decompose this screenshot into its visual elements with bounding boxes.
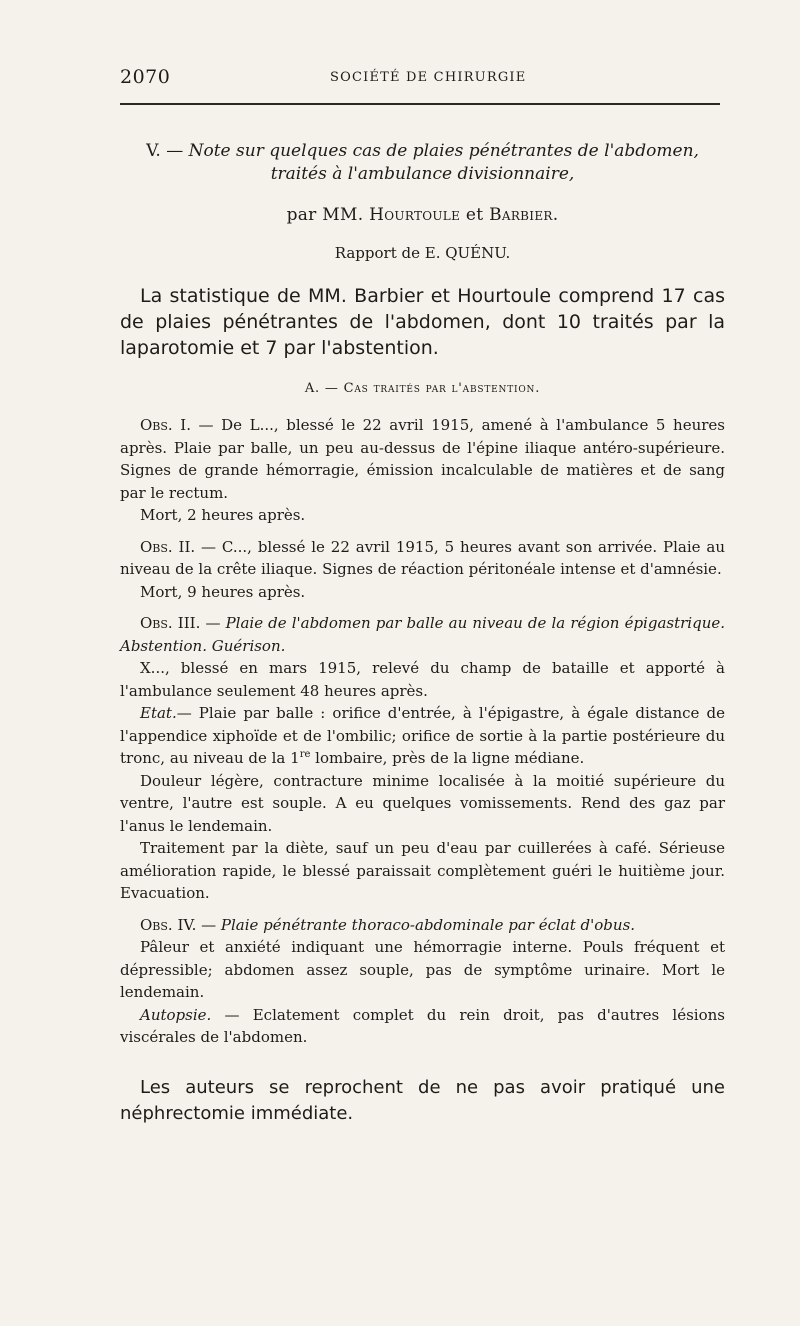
obs-3-p3: Douleur légère, contracture minime localisée à la moitié supérieure du ventre, l'autre est souple. A eu quelques vomissements. Rend des gaz par l'anus le lendemain. [120, 771, 725, 835]
obs-2-text: — C..., blessé le 22 avril 1915, 5 heures avant son arrivée. Plaie au niveau de la crête iliaque. Signes de réaction péritonéale intense et d'amnésie. [120, 537, 725, 578]
obs-4-p1: Pâleur et anxiété indiquant une hémorragie interne. Pouls fréquent et dépressible; abdomen assez souple, pas de symptôme urinaire. Mort le lendemain. [120, 938, 725, 1001]
article-title [120, 140, 725, 186]
obs-3-p4: Traitement par la diète, sauf un peu d'eau par cuillerées à café. Sérieuse amélioration rapide, le blessé paraissait complètement guéri le huitième jour. Evacuation. [120, 839, 725, 902]
author-barbier: Barbier. [489, 205, 559, 225]
section-title: A. — Cas traités par l'abstention. [304, 381, 541, 396]
obs-4-label: Obs. IV. [140, 915, 197, 934]
obs-3-etat-label: Etat. [140, 704, 177, 722]
obs-4-p2 [120, 1004, 725, 1049]
obs-3-p1: X..., blessé en mars 1915, relevé du champ de bataille et apporté à l'ambulance seulement 48 heures après. [120, 659, 725, 700]
obs-2-label: Obs. II. [140, 537, 196, 556]
page-number: 2070 [120, 66, 171, 88]
obs-4-autopsie-label: Autopsie. [140, 1005, 212, 1024]
authors-and: et [465, 205, 484, 225]
obs-3-p2-text: — Plaie par balle : orifice d'entrée, à l'épigastre, à égale distance de l'appendice xiphoïde et de l'ombilic; orifice de sortie à la partie postérieure du tronc, au niveau de la 1 [120, 704, 725, 767]
obs-4-title: Plaie pénétrante thoraco-abdominale par éclat d'obus. [220, 915, 636, 934]
obs-2-paragraph [120, 536, 725, 581]
title-line-1: Note sur quelques cas de plaies pénétrantes de l'abdomen, [188, 141, 699, 161]
obs-3-label: Obs. III. [140, 614, 201, 632]
intro-paragraph: La statistique de MM. Barbier et Hourtoule comprend 17 cas de plaies pénétrantes de l'abdomen, dont 10 traités par la laparotomie et 7 par l'abstention. [120, 285, 725, 359]
title-line-2: traités à l'ambulance divisionnaire, [270, 164, 575, 184]
author-hourtoule: Hourtoule [369, 205, 461, 225]
obs-3-heading [120, 612, 725, 657]
obs-4-dash: — [196, 915, 221, 934]
obs-4-p2-text: — Eclatement complet du rein droit, pas d'autres lésions viscérales de l'abdomen. [120, 1005, 725, 1046]
obs-1-label: Obs. I. [140, 416, 191, 434]
obs-1-text: — De L..., blessé le 22 avril 1915, amené à l'ambulance 5 heures après. Plaie par balle, un peu au-dessus de l'épine iliaque antéro-supérieure. Signes de grande hémorragie, émission incalculable de matières et de sang par le rectum. [120, 416, 725, 502]
title-number: V. — [146, 141, 184, 161]
obs-2-outcome: Mort, 9 heures après. [140, 582, 306, 601]
header-rule [120, 103, 720, 105]
obs-3-p2-rest: lombaire, près de la ligne médiane. [310, 749, 585, 767]
article-body [120, 140, 725, 1145]
authors-prefix: par MM. [286, 205, 364, 225]
closing-paragraph: Les auteurs se reprochent de ne pas avoir pratiqué une néphrectomie immédiate. [120, 1076, 725, 1124]
authors-line [120, 204, 725, 226]
obs-3-p2 [120, 702, 725, 770]
page-header [120, 60, 720, 100]
obs-1-paragraph [120, 414, 725, 504]
obs-4-heading [120, 914, 725, 937]
obs-3-title: Plaie de l'abdomen par balle au niveau de la région épigastrique. Abstention. Guérison. [120, 614, 725, 655]
rapport-line: Rapport de E. QUÉNU. [334, 244, 511, 262]
obs-1-outcome: Mort, 2 heures après. [140, 506, 306, 524]
obs-3-dash: — [200, 614, 226, 632]
obs-3-p2-sup: re [299, 749, 311, 760]
running-title: SOCIÉTÉ DE CHIRURGIE [330, 70, 527, 85]
